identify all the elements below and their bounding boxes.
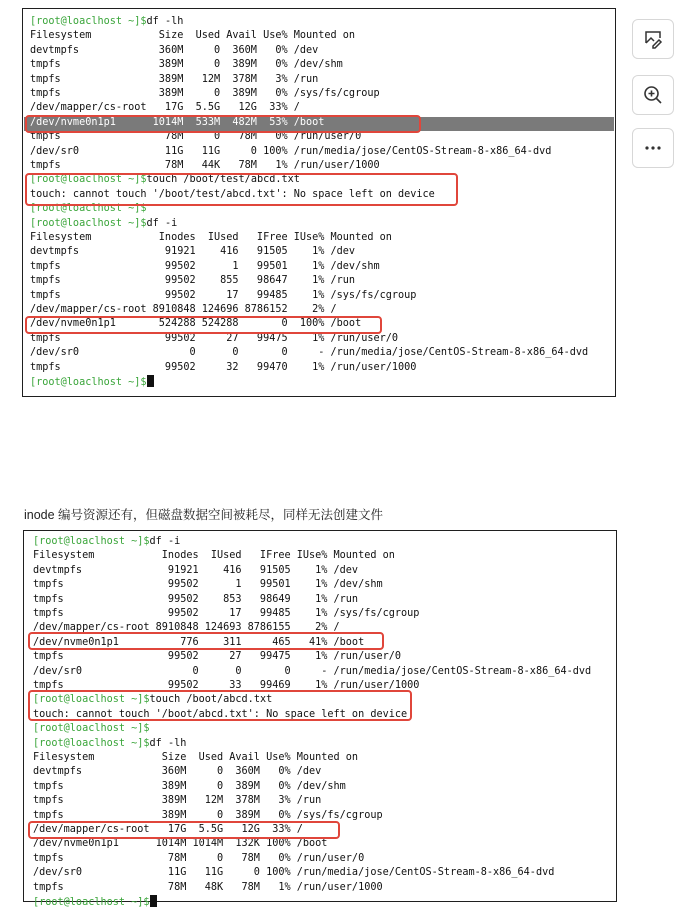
output-line: tmpfs 99502 27 99475 1% /run/user/0	[33, 651, 402, 663]
output-line: tmpfs 99502 27 99475 1% /run/user/0	[30, 332, 399, 344]
output-line: tmpfs 99502 855 98647 1% /run	[30, 275, 356, 287]
terminal-cursor	[147, 375, 154, 387]
more-options-button[interactable]	[632, 128, 674, 168]
output-line: tmpfs 99502 17 99485 1% /sys/fs/cgroup	[33, 608, 420, 619]
output-line: tmpfs 99502 853 98649 1% /run	[33, 593, 359, 605]
highlight-box-touch-error	[28, 690, 412, 721]
output-line: devtmpfs 91921 416 91505 1% /dev	[33, 564, 359, 576]
prompt-line	[30, 15, 183, 29]
highlight-box-touch-error	[25, 173, 458, 206]
shell-prompt: [root@loaclhost ~]$	[30, 174, 147, 186]
output-line: tmpfs 99502 1 99501 1% /dev/shm	[33, 579, 383, 591]
command-text: df -lh	[146, 16, 184, 27]
command-text: df -i	[149, 536, 181, 547]
output-line: /dev/mapper/cs-root 17G 5.5G 12G 33% /	[33, 824, 303, 835]
command-text: df -i	[146, 217, 178, 229]
output-line: devtmpfs 360M 0 360M 0% /dev	[33, 766, 322, 778]
output-line: /dev/sr0 0 0 0 - /run/media/jose/CentOS-Stream-8-x86_64-dvd	[30, 347, 589, 359]
shell-prompt: [root@loaclhost ~]$	[33, 737, 150, 749]
output-line: /dev/mapper/cs-root 8910848 124693 8786155 2% /	[33, 622, 340, 634]
more-icon	[642, 144, 664, 152]
output-line: tmpfs 389M 0 389M 0% /dev/shm	[30, 59, 343, 71]
output-line: devtmpfs 360M 0 360M 0% /dev	[30, 44, 319, 56]
output-line: tmpfs 78M 48K 78M 1% /run/user/1000	[33, 881, 383, 893]
edit-image-icon	[642, 28, 664, 50]
output-line: tmpfs 78M 44K 78M 1% /run/user/1000	[30, 160, 380, 171]
output-line: /dev/mapper/cs-root 8910848 124696 8786152 2% /	[30, 304, 337, 315]
output-line: /dev/nvme0n1p1 1014M 533M 482M 53% /boot	[30, 116, 325, 128]
caption-text: inode 编号资源还有，但磁盘数据空间被耗尽，同样无法创建文件	[24, 508, 384, 522]
output-line: tmpfs 99502 33 99469 1% /run/user/1000	[33, 680, 420, 691]
output-line: Filesystem Size Used Avail Use% Mounted on	[33, 752, 359, 763]
shell-prompt: [root@loaclhost ~]$	[33, 723, 150, 735]
output-line: /dev/nvme0n1p1 1014M 1014M 132K 100% /boot	[33, 838, 328, 850]
output-line: /dev/sr0 11G 11G 0 100% /run/media/jose/CentOS-Stream-8-x86_64-dvd	[30, 145, 552, 157]
zoom-in-button[interactable]	[632, 75, 674, 115]
prompt-line	[33, 722, 150, 736]
output-line: /dev/nvme0n1p1 524288 524288 0 100% /boot	[30, 318, 362, 330]
output-line: /dev/nvme0n1p1 776 311 465 41% /boot	[33, 636, 365, 648]
output-line: /dev/mapper/cs-root 17G 5.5G 12G 33% /	[30, 102, 300, 114]
edit-image-button[interactable]	[632, 19, 674, 59]
shell-prompt: [root@loaclhost ~]$	[33, 694, 150, 706]
output-line: touch: cannot touch '/boot/abcd.txt': No space left on device	[33, 708, 408, 720]
shell-prompt: [root@loaclhost ~]$	[30, 16, 147, 27]
shell-prompt: [root@loaclhost ~]$	[33, 897, 150, 908]
highlight-box-boot-usage	[25, 115, 421, 133]
zoom-in-icon	[642, 84, 664, 106]
output-line: tmpfs 389M 12M 378M 3% /run	[30, 73, 319, 85]
terminal-cursor	[150, 895, 157, 907]
terminal-screenshot-2	[23, 530, 617, 908]
output-line: /dev/sr0 11G 11G 0 100% /run/media/jose/CentOS-Stream-8-x86_64-dvd	[33, 867, 555, 879]
output-line: tmpfs 78M 0 78M 0% /run/user/0	[33, 852, 365, 864]
output-line: touch: cannot touch '/boot/test/abcd.txt': No space left on device	[30, 188, 435, 200]
shell-prompt: [root@loaclhost ~]$	[30, 203, 147, 215]
output-line: tmpfs 78M 0 78M 0% /run/user/0	[30, 131, 362, 143]
prompt-line	[33, 737, 186, 751]
command-text: touch /boot/test/abcd.txt	[146, 174, 300, 186]
command-text: df -lh	[149, 737, 187, 749]
output-line: tmpfs 389M 0 389M 0% /sys/fs/cgroup	[33, 809, 383, 821]
output-line: /dev/sr0 0 0 0 - /run/media/jose/CentOS-Stream-8-x86_64-dvd	[33, 665, 592, 677]
shell-prompt: [root@loaclhost ~]$	[33, 536, 150, 547]
prompt-line	[33, 895, 157, 909]
output-line: devtmpfs 91921 416 91505 1% /dev	[30, 246, 356, 258]
prompt-line	[30, 217, 177, 231]
command-text: touch /boot/abcd.txt	[149, 694, 273, 706]
output-line: tmpfs 99502 1 99501 1% /dev/shm	[30, 260, 380, 272]
output-line: tmpfs 389M 12M 378M 3% /run	[33, 795, 322, 807]
prompt-line	[30, 375, 154, 389]
output-line: Filesystem Size Used Avail Use% Mounted on	[30, 30, 356, 42]
output-line: tmpfs 389M 0 389M 0% /sys/fs/cgroup	[30, 88, 380, 99]
terminal-screenshot-1	[22, 8, 616, 397]
prompt-line	[33, 535, 180, 549]
highlight-box-boot-inodes	[25, 316, 382, 334]
shell-prompt: [root@loaclhost ~]$	[30, 377, 147, 388]
output-line: Filesystem Inodes IUsed IFree IUse% Mounted on	[30, 232, 392, 243]
output-line: Filesystem Inodes IUsed IFree IUse% Mounted on	[33, 550, 395, 562]
output-line: tmpfs 99502 32 99470 1% /run/user/1000	[30, 361, 417, 373]
output-line: tmpfs 389M 0 389M 0% /dev/shm	[33, 780, 346, 792]
output-line: tmpfs 99502 17 99485 1% /sys/fs/cgroup	[30, 289, 417, 301]
highlight-box-boot-inodes	[28, 632, 384, 650]
shell-prompt: [root@loaclhost ~]$	[30, 217, 147, 229]
highlight-box-boot-usage	[28, 821, 340, 839]
